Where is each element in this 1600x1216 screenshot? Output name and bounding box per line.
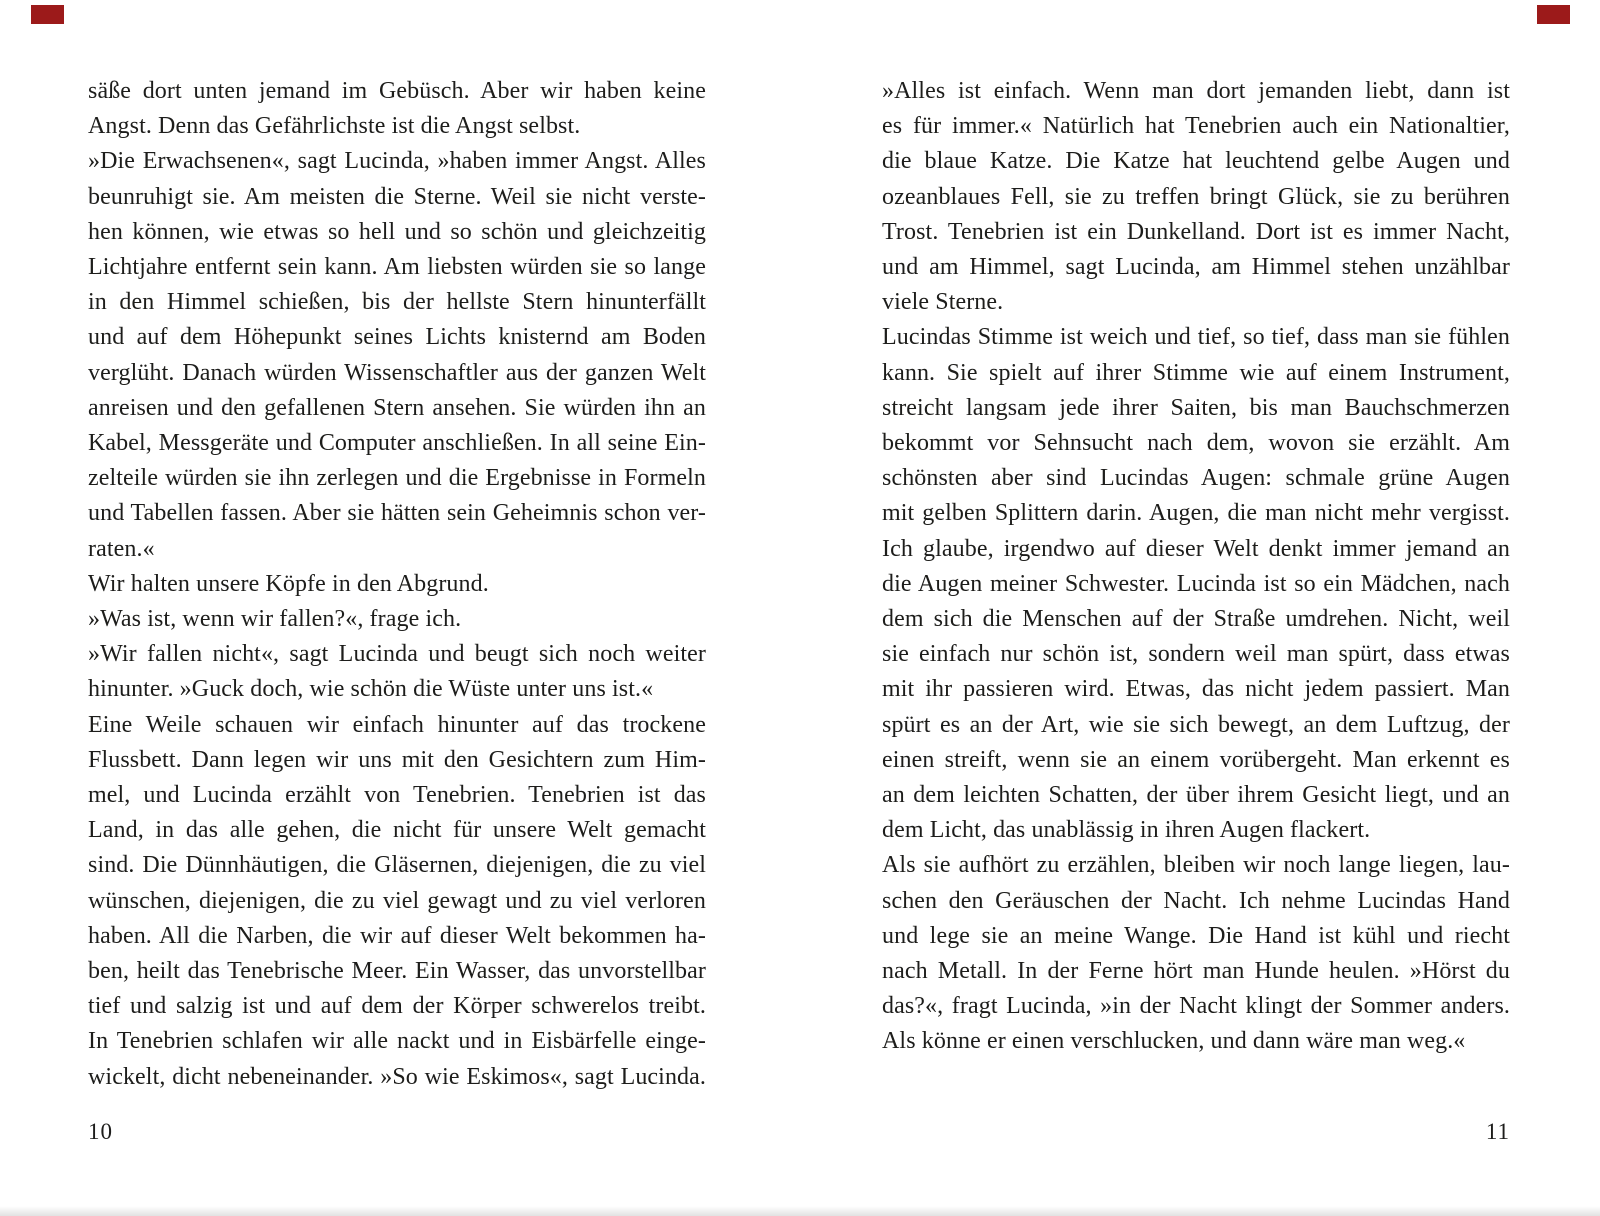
text-line: »Alles ist einfach. Wenn man dort jemanden liebt, dann ist (882, 78, 1510, 104)
text-line: haben. All die Narben, die wir auf dieser Welt bekommen ha- (88, 922, 706, 949)
text-line: und lege sie an meine Wange. Die Hand ist kühl und riecht (882, 922, 1510, 949)
text-line: hen können, wie etwas so hell und so schön und gleichzeitig (88, 218, 706, 245)
text-line: Kabel, Messgeräte und Computer anschließen. In all seine Ein- (88, 430, 706, 457)
text-line: ben, heilt das Tenebrische Meer. Ein Wasser, das unvorstellbar (88, 958, 706, 985)
text-line: Wir halten unsere Köpfe in den Abgrund. (88, 570, 489, 597)
text-line: und Tabellen fassen. Aber sie hätten sein Geheimnis schon ver- (88, 500, 706, 527)
text-line: schönsten aber sind Lucindas Augen: schmale grüne Augen (882, 465, 1510, 492)
text-line: dem sich die Menschen auf der Straße umdrehen. Nicht, weil (882, 606, 1510, 633)
text-line: streicht langsam jede ihrer Saiten, bis man Bauchschmerzen (882, 394, 1510, 421)
text-line: viele Sterne. (882, 289, 1004, 316)
text-line: Land, in das alle gehen, die nicht für unsere Welt gemacht (88, 817, 706, 844)
text-line: Als sie aufhört zu erzählen, bleiben wir noch lange liegen, lau- (882, 852, 1510, 879)
page-text-left (88, 74, 706, 1095)
text-line: Lichtjahre entfernt sein kann. Am liebsten würden sie so lange (88, 254, 706, 281)
red-edge-mark-left (31, 5, 64, 24)
text-line: bekommt vor Sehnsucht nach dem, wovon sie erzählt. Am (882, 430, 1510, 457)
text-line: dem Licht, das unablässig in ihren Augen flackert. (882, 817, 1371, 844)
text-line: mit gelben Splittern darin. Augen, die man nicht mehr vergisst. (882, 500, 1510, 527)
text-line: tief und salzig ist und auf dem der Körper schwerelos treibt. (88, 993, 706, 1020)
text-line: Eine Weile schauen wir einfach hinunter auf das trockene (88, 711, 706, 738)
text-line: sie einfach nur schön ist, sondern weil man spürt, dass etwas (882, 641, 1510, 668)
text-line: kann. Sie spielt auf ihrer Stimme wie auf einem Instrument, (882, 359, 1510, 386)
text-line: schen den Geräuschen der Nacht. Ich nehme Lucindas Hand (882, 887, 1510, 914)
text-line: nach Metall. In der Ferne hört man Hunde heulen. »Hörst du (882, 958, 1510, 985)
text-line: verglüht. Danach würden Wissenschaftler aus der ganzen Welt (88, 359, 706, 386)
text-line: spürt es an der Art, wie sie sich bewegt, an dem Luftzug, der (882, 711, 1510, 738)
text-line: säße dort unten jemand im Gebüsch. Aber wir haben keine (88, 78, 706, 104)
text-line: Lucindas Stimme ist weich und tief, so tief, dass man sie fühlen (882, 324, 1510, 351)
text-line: wünschen, diejenigen, die zu viel gewagt und zu viel verloren (88, 887, 706, 914)
text-line: das?«, fragt Lucinda, »in der Nacht klingt der Sommer anders. (882, 993, 1510, 1020)
text-line: Als könne er einen verschlucken, und dann wäre man weg.« (882, 1028, 1466, 1055)
text-line: anreisen und den gefallenen Stern ansehen. Sie würden ihn an (88, 394, 706, 421)
text-line: und auf dem Höhepunkt seines Lichts knisternd am Boden (88, 324, 706, 351)
text-line: es für immer.« Natürlich hat Tenebrien auch ein Nationaltier, (882, 113, 1510, 140)
text-line: »Die Erwachsenen«, sagt Lucinda, »haben immer Angst. Alles (88, 148, 706, 175)
text-line: mel, und Lucinda erzählt von Tenebrien. Tenebrien ist das (88, 782, 706, 809)
page-number-right: 11 (1485, 1119, 1510, 1144)
text-line: ozeanblaues Fell, sie zu treffen bringt Glück, sie zu berühren (882, 183, 1510, 210)
text-line: einen streift, wenn sie an einem vorübergeht. Man erkennt es (882, 746, 1510, 773)
text-line: die blaue Katze. Die Katze hat leuchtend gelbe Augen und (882, 148, 1510, 175)
text-line: Flussbett. Dann legen wir uns mit den Gesichtern zum Him- (88, 746, 706, 773)
text-line: Ich glaube, irgendwo auf dieser Welt denkt immer jemand an (882, 535, 1510, 562)
text-line: in den Himmel schießen, bis der hellste Stern hinunterfällt (88, 289, 706, 316)
text-line: hinunter. »Guck doch, wie schön die Wüste unter uns ist.« (88, 676, 654, 703)
text-line: mit ihr passieren wird. Etwas, das nicht jedem passiert. Man (882, 676, 1510, 703)
text-line: die Augen meiner Schwester. Lucinda ist so ein Mädchen, nach (882, 570, 1510, 597)
text-line: Trost. Tenebrien ist ein Dunkelland. Dort ist es immer Nacht, (882, 218, 1510, 245)
text-line: sind. Die Dünnhäutigen, die Gläsernen, diejenigen, die zu viel (88, 852, 706, 879)
text-line: und am Himmel, sagt Lucinda, am Himmel stehen unzählbar (882, 254, 1510, 281)
page-number-left: 10 (88, 1119, 113, 1144)
text-line: raten.« (88, 535, 155, 562)
bottom-scan-shadow (0, 1206, 1600, 1216)
text-line: »Was ist, wenn wir fallen?«, frage ich. (88, 606, 462, 633)
text-line: Angst. Denn das Gefährlichste ist die Angst selbst. (88, 113, 581, 140)
text-line: »Wir fallen nicht«, sagt Lucinda und beugt sich noch weiter (88, 641, 706, 668)
text-line: In Tenebrien schlafen wir alle nackt und in Eisbärfelle einge- (88, 1028, 706, 1055)
red-edge-mark-right (1537, 5, 1570, 24)
text-line: wickelt, dicht nebeneinander. »So wie Eskimos«, sagt Lucinda. (88, 1063, 706, 1090)
text-line: beunruhigt sie. Am meisten die Sterne. Weil sie nicht verste- (88, 183, 706, 210)
page-text-right (882, 74, 1510, 1060)
text-line: an dem leichten Schatten, der über ihrem Gesicht liegt, und an (882, 782, 1510, 809)
text-line: zelteile würden sie ihn zerlegen und die Ergebnisse in Formeln (88, 465, 706, 492)
